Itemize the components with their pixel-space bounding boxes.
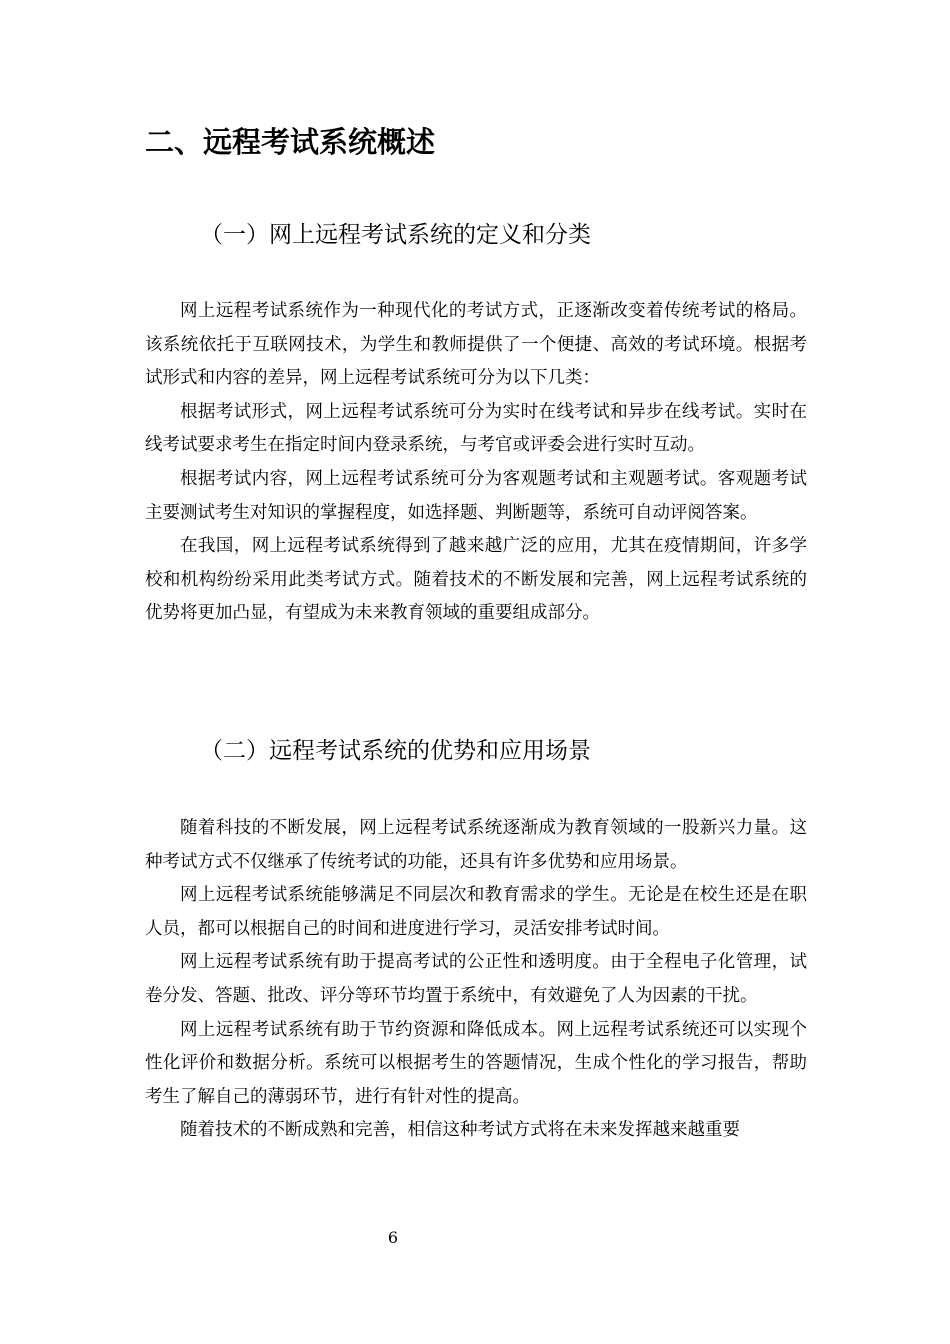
section-title-definition: （一）网上远程考试系统的定义和分类 [200, 222, 591, 248]
paragraph: 网上远程考试系统能够满足不同层次和教育需求的学生。无论是在校生还是在职人员，都可以根据自己的时间和进度进行学习，灵活安排考试时间。 [145, 885, 807, 939]
paragraph: 随着科技的不断发展，网上远程考试系统逐渐成为教育领域的一股新兴力量。这种考试方式不仅继承了传统考试的功能，还具有许多优势和应用场景。 [145, 818, 807, 872]
paragraph: 网上远程考试系统作为一种现代化的考试方式，正逐渐改变着传统考试的格局。该系统依托于互联网技术，为学生和教师提供了一个便捷、高效的考试环境。根据考试形式和内容的差异，网上远程考试系统可分为以下几类： [145, 301, 807, 389]
paragraph: 网上远程考试系统有助于节约资源和降低成本。网上远程考试系统还可以实现个性化评价和数据分析。系统可以根据考生的答题情况，生成个性化的学习报告，帮助考生了解自己的薄弱环节，进行有针对性的提高。 [145, 1019, 807, 1107]
paragraph: 在我国，网上远程考试系统得到了越来越广泛的应用，尤其在疫情期间，许多学校和机构纷纷采用此类考试方式。随着技术的不断发展和完善，网上远程考试系统的优势将更加凸显，有望成为未来教育领域的重要组成部分。 [145, 536, 807, 624]
paragraph: 网上远程考试系统有助于提高考试的公正性和透明度。由于全程电子化管理，试卷分发、答题、批改、评分等环节均置于系统中，有效避免了人为因素的干扰。 [145, 952, 807, 1006]
section-body-definition [145, 295, 807, 631]
paragraph: 根据考试形式，网上远程考试系统可分为实时在线考试和异步在线考试。实时在线考试要求考生在指定时间内登录系统，与考官或评委会进行实时互动。 [145, 401, 807, 456]
chapter-heading: 二、远程考试系统概述 [145, 125, 436, 159]
section-title-advantages: （二）远程考试系统的优势和应用场景 [200, 738, 591, 764]
page-number: 6 [387, 1228, 399, 1247]
paragraph: 根据考试内容，网上远程考试系统可分为客观题考试和主观题考试。客观题考试主要测试考生对知识的掌握程度，如选择题、判断题等，系统可自动评阅答案。 [145, 468, 807, 523]
section-body-advantages [145, 812, 807, 1148]
paragraph: 随着技术的不断成熟和完善，相信这种考试方式将在未来发挥越来越重要 [180, 1120, 740, 1141]
